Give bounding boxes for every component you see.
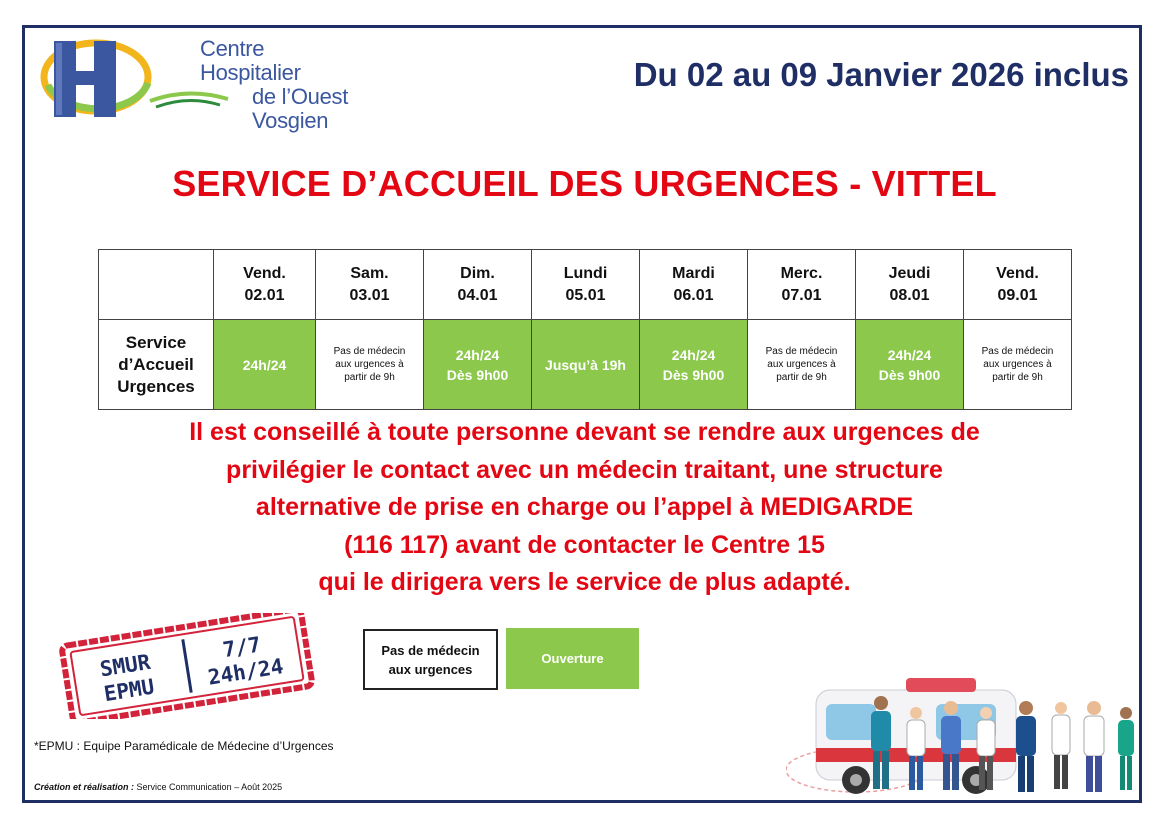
day-date: 02.01 [244,286,285,304]
cell-line: Pas de médecin [333,346,406,357]
cell-line: partir de 9h [344,372,395,383]
ambulance-staff-illustration [786,670,1146,800]
service-label [99,320,214,410]
credits-label: Création et réalisation : [34,782,135,792]
day-name: Jeudi [888,264,931,282]
cell-line: Dès 9h00 [662,366,725,383]
cell-line: partir de 9h [776,372,827,383]
cell-line: Pas de médecin [981,346,1054,357]
table-header-row [99,250,1072,320]
day-header [214,250,316,320]
logo-line-3: de l’Ouest Vosgien [252,84,349,133]
advice-line: Il est conseillé à toute personne devant se rendre aux urgences de [189,418,980,446]
day-name: Sam. [350,264,389,282]
day-date: 07.01 [781,286,822,304]
footnote: *EPMU : Equipe Paramédicale de Médecine d’Urgences [34,739,334,753]
schedule-cell-open [856,320,964,410]
logo-line-1: Centre [200,36,265,61]
cell-line: aux urgences à [335,359,404,370]
legend-open [506,628,639,689]
cell-line: Dès 9h00 [878,366,941,383]
day-date: 08.01 [889,286,930,304]
advice-text [0,414,1169,602]
day-date: 03.01 [349,286,390,304]
stamp-text: 24h/24 [206,654,285,690]
day-date: 05.01 [565,286,606,304]
day-header [424,250,532,320]
service-label-line: d’Accueil [118,354,194,374]
day-header [856,250,964,320]
day-header [316,250,424,320]
schedule-cell-open [424,320,532,410]
corner-cell [99,250,214,320]
service-row [99,320,1072,410]
smur-epmu-stamp [56,613,318,719]
schedule-cell-closed [316,320,424,410]
cell-line: aux urgences à [767,359,836,370]
advice-line: (116 117) avant de contacter le Centre 15 [344,530,825,559]
day-name: Vend. [243,264,286,282]
logo-text [200,37,398,133]
logo-line-2: Hospitalier [200,60,301,85]
schedule-cell-closed [964,320,1072,410]
hospital-logo [38,35,398,133]
day-name: Merc. [780,264,823,282]
advice-line: qui le dirigera vers le service de plus adapté. [318,568,851,596]
schedule-cell-open [214,320,316,410]
cell-line: Jusqu’à 19h [545,356,626,373]
cell-line: Dès 9h00 [446,366,509,383]
legend-closed-line: Pas de médecin [381,642,480,658]
day-header [640,250,748,320]
cell-line: 24h/24 [242,356,287,373]
advice-line: privilégier le contact avec un médecin traitant, une structure [226,455,943,484]
cell-line: aux urgences à [983,359,1052,370]
stamp-text: 7/7 [221,632,263,663]
cell-line: 24h/24 [455,346,500,363]
schedule-table [98,249,1072,410]
day-date: 04.01 [457,286,498,304]
cell-line: Pas de médecin [765,346,838,357]
day-date: 09.01 [997,286,1038,304]
schedule-cell-closed [748,320,856,410]
service-label-line: Urgences [117,376,195,396]
day-header [964,250,1072,320]
day-name: Mardi [672,264,715,282]
day-name: Vend. [996,264,1039,282]
legend-closed [363,629,498,690]
page-title: SERVICE D’ACCUEIL DES URGENCES - VITTEL [172,163,997,204]
credits [34,782,282,792]
stamp-text: EPMU [102,674,156,707]
cell-line: 24h/24 [671,346,716,363]
schedule-cell-open [640,320,748,410]
stamp-text: SMUR [98,649,153,682]
date-range-title: Du 02 au 09 Janvier 2026 inclus [633,56,1129,93]
cell-line: partir de 9h [992,372,1043,383]
day-header [532,250,640,320]
service-label-line: Service [125,332,187,352]
day-name: Lundi [563,264,608,282]
day-header [748,250,856,320]
legend-open-label: Ouverture [541,651,604,666]
day-date: 06.01 [673,286,714,304]
cell-line: 24h/24 [887,346,932,363]
legend-closed-line: aux urgences [388,661,473,677]
credits-text: Service Communication – Août 2025 [134,782,283,792]
advice-line: alternative de prise en charge ou l’appel à MEDIGARDE [255,493,914,521]
schedule-cell-open [532,320,640,410]
day-name: Dim. [460,264,495,282]
